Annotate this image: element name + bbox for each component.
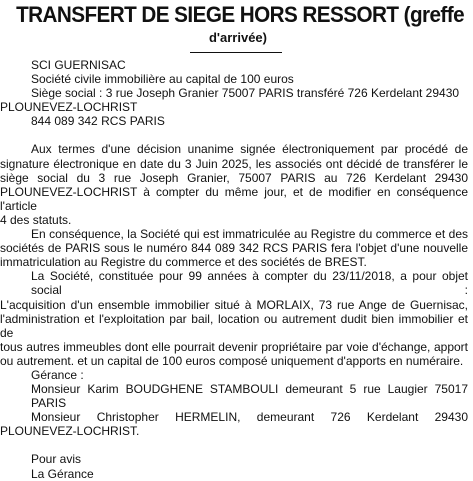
paragraph-line: En conséquence, la Société qui est immatriculée au Registre du commerce et des — [31, 227, 468, 242]
management-heading: Gérance : — [31, 367, 84, 382]
manager-line: Monsieur Karim BOUDGHENE STAMBOULI demeurant 5 rue Laugier 75017 PARIS — [31, 382, 468, 411]
closing-line: Pour avis — [31, 452, 82, 467]
paragraph-line: l'administration et l'exploitation par bail, location ou autrement dudit bien immobilier et de — [0, 311, 468, 340]
closing-signature: La Gérance — [31, 466, 94, 481]
notice-body — [0, 58, 468, 481]
paragraph-line: Aux termes d'une décision unanime signée électroniquement par procédé de — [31, 142, 468, 157]
title-divider — [190, 52, 282, 53]
paragraph-line: ou autrement. et un capital de 100 euros composé uniquement d'apports en numéraire. — [0, 353, 464, 368]
company-rcs: 844 089 342 RCS PARIS — [31, 114, 165, 129]
manager-line: Monsieur Christopher HERMELIN, demeurant 726 Kerdelant 29430 — [31, 410, 468, 425]
paragraph-line: 4 des statuts. — [0, 212, 72, 227]
company-name: SCI GUERNISAC — [31, 58, 126, 72]
paragraph-line: La Société, constituée pour 99 années à compter du 23/11/2018, a pour objet social : — [31, 269, 468, 298]
company-seat-line: Siège social : 3 rue Joseph Granier 75007 PARIS transféré 726 Kerdelant 29430 — [31, 86, 460, 101]
paragraph-line: tous autres immeubles dont elle pourrait devenir propriétaire par voie d'échange, apport — [0, 339, 468, 354]
paragraph-spacer — [0, 128, 468, 142]
paragraph-spacer — [0, 438, 468, 452]
paragraph-line: PLOUNEVEZ-LOCHRIST à compter du même jour, et de modifier en conséquence l'article — [0, 184, 468, 213]
paragraph-line: sociétés de PARIS sous le numéro 844 089 342 RCS PARIS fera l'objet d'une nouvelle — [0, 241, 468, 256]
paragraph-line: signature électronique en date du 3 Juin 2025, les associés ont décidé de transférer le — [0, 156, 468, 171]
manager-line: PLOUNEVEZ-LOCHRIST. — [0, 424, 140, 439]
paragraph-line: immatriculation au Registre du commerce et des sociétés de BREST. — [0, 255, 367, 270]
notice-subtitle: d'arrivée) — [208, 30, 267, 45]
paragraph-line: siège social du 3 rue Joseph Granier, 75007 PARIS au 726 Kerdelant 29430 — [0, 170, 468, 185]
paragraph-line: L'acquisition d'un ensemble immobilier situé à MORLAIX, 73 rue Ange de Guernisac, — [0, 297, 468, 312]
company-form: Société civile immobilière au capital de 100 euros — [31, 72, 294, 87]
notice-title: TRANSFERT DE SIEGE HORS RESSORT (greffe — [16, 2, 465, 27]
company-seat-line: PLOUNEVEZ-LOCHRIST — [0, 100, 138, 115]
